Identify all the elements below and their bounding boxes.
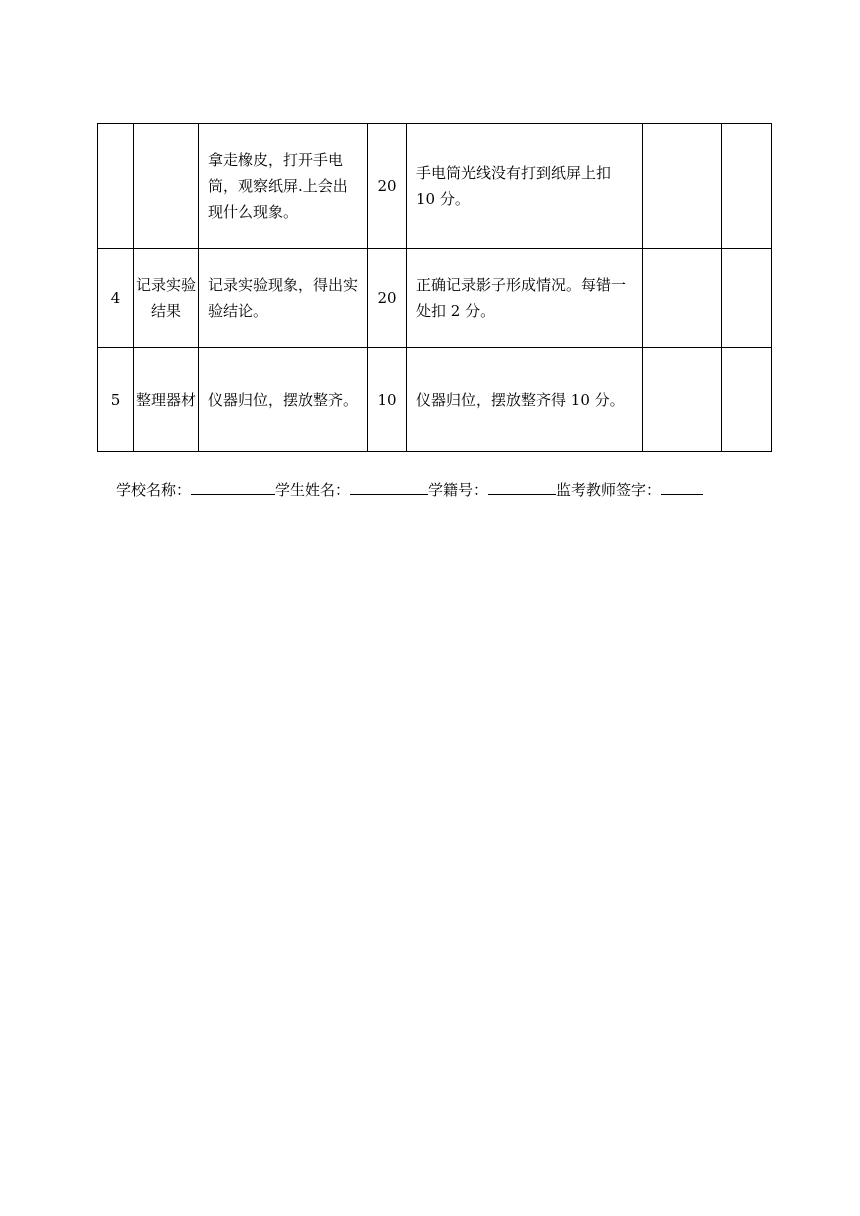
item-number: [98, 124, 134, 249]
note-cell: [722, 348, 772, 452]
scoring-criteria: 仪器归位，摆放整齐得 10 分。: [407, 348, 643, 452]
step-name: 记录实验结果: [134, 249, 199, 348]
school-name-label: 学校名称：: [116, 481, 192, 499]
score-cell: [643, 124, 722, 249]
item-number: 4: [98, 249, 134, 348]
school-name-blank[interactable]: [191, 478, 275, 495]
student-id-label: 学籍号：: [428, 481, 489, 499]
points-value: 10: [368, 348, 407, 452]
teacher-signature-label: 监考教师签字：: [556, 481, 662, 499]
signature-line: [116, 478, 703, 500]
table-row: [98, 249, 772, 348]
scoring-table: [97, 123, 772, 452]
table-row: [98, 348, 772, 452]
item-number: 5: [98, 348, 134, 452]
teacher-signature-blank[interactable]: [661, 478, 703, 495]
step-name: 整理器材: [134, 348, 199, 452]
student-name-blank[interactable]: [350, 478, 428, 495]
score-cell: [643, 249, 722, 348]
scoring-criteria: 正确记录影子形成情况。每错一处扣 2 分。: [407, 249, 643, 348]
scoring-criteria: 手电筒光线没有打到纸屏上扣 10 分。: [407, 124, 643, 249]
note-cell: [722, 249, 772, 348]
note-cell: [722, 124, 772, 249]
operation-content: 仪器归位，摆放整齐。: [199, 348, 368, 452]
points-value: 20: [368, 249, 407, 348]
table-row: [98, 124, 772, 249]
operation-content: 拿走橡皮，打开手电筒，观察纸屏.上会出现什么现象。: [199, 124, 368, 249]
student-name-label: 学生姓名：: [275, 481, 351, 499]
operation-content: 记录实验现象，得出实验结论。: [199, 249, 368, 348]
score-cell: [643, 348, 722, 452]
student-id-blank[interactable]: [488, 478, 556, 495]
points-value: 20: [368, 124, 407, 249]
step-name: [134, 124, 199, 249]
